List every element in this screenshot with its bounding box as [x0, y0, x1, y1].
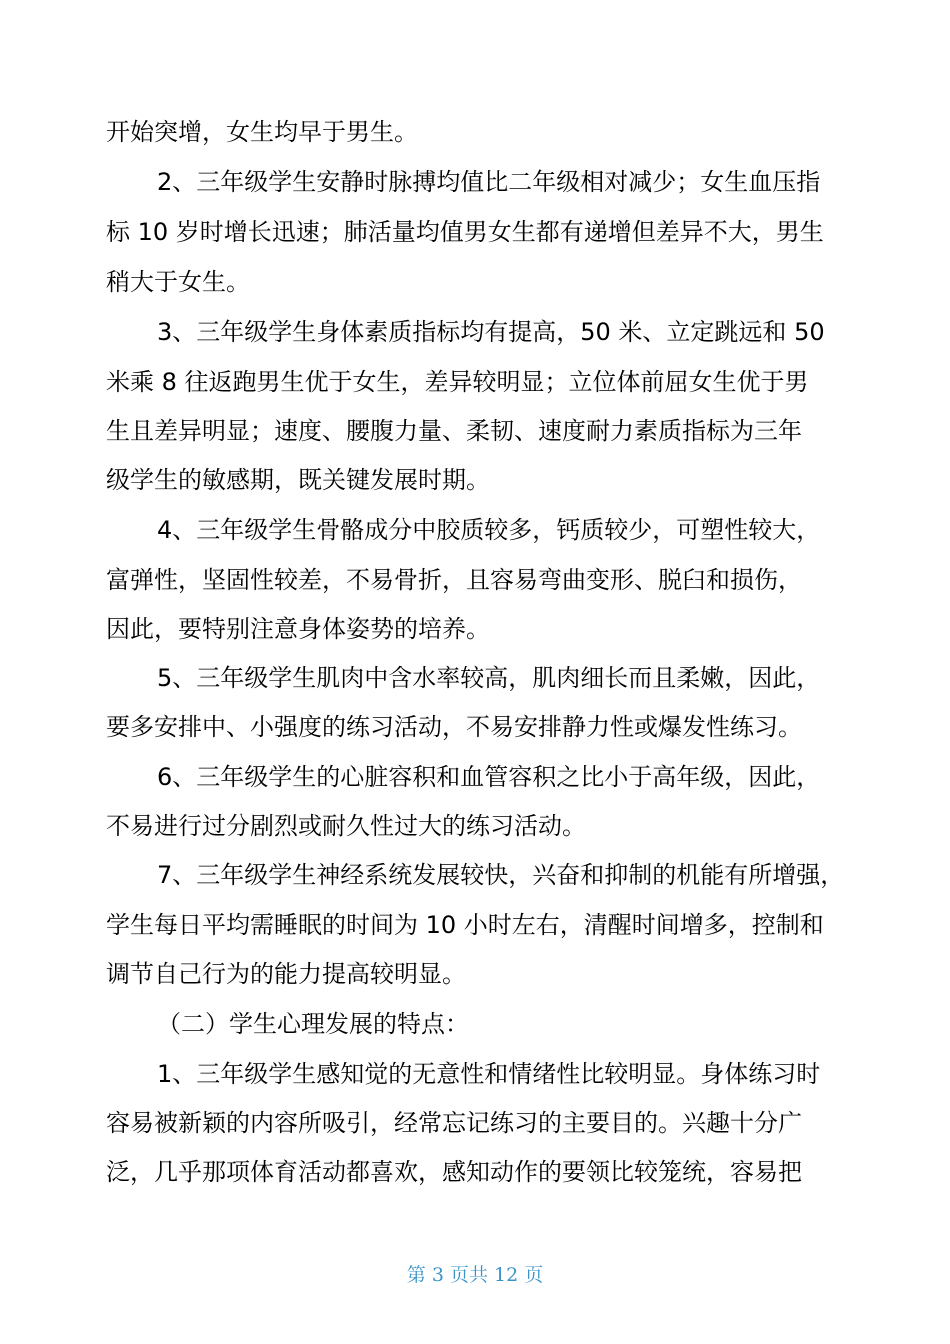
- text-line: 4、三年级学生骨骼成分中胶质较多，钙质较少，可塑性较大，: [157, 516, 821, 544]
- text-line: 要多安排中、小强度的练习活动，不易安排静力性或爆发性练习。: [106, 713, 802, 741]
- text-line: 富弹性，坚固性较差，不易骨折，且容易弯曲变形、脱臼和损伤，: [106, 566, 802, 594]
- text-line: 级学生的敏感期，既关键发展时期。: [106, 466, 490, 494]
- text-line: 2、三年级学生安静时脉搏均值比二年级相对减少；女生血压指: [157, 168, 821, 196]
- text-line: 容易被新颖的内容所吸引，经常忘记练习的主要目的。兴趣十分广: [106, 1109, 802, 1137]
- text-line: 调节自己行为的能力提高较明显。: [106, 960, 466, 988]
- text-line: 学生每日平均需睡眠的时间为 10 小时左右，清醒时间增多，控制和: [106, 911, 824, 939]
- section-heading: （二）学生心理发展的特点：: [157, 1010, 469, 1038]
- text-line: 6、三年级学生的心脏容积和血管容积之比小于高年级，因此，: [157, 763, 821, 791]
- text-line: 因此，要特别注意身体姿势的培养。: [106, 615, 490, 643]
- text-line: 标 10 岁时增长迅速；肺活量均值男女生都有递增但差异不大，男生: [106, 218, 824, 246]
- text-line: 稍大于女生。: [106, 268, 250, 296]
- text-line: 5、三年级学生肌肉中含水率较高，肌肉细长而且柔嫩，因此，: [157, 664, 821, 692]
- text-line: 生且差异明显；速度、腰腹力量、柔韧、速度耐力素质指标为三年: [106, 417, 802, 445]
- text-line: 米乘 8 往返跑男生优于女生，差异较明显；立位体前屈女生优于男: [106, 368, 809, 396]
- page-number-footer: 第 3 页共 12 页: [406, 1264, 544, 1286]
- text-line: 不易进行过分剧烈或耐久性过大的练习活动。: [106, 812, 586, 840]
- text-line: 7、三年级学生神经系统发展较快，兴奋和抑制的机能有所增强，: [157, 861, 845, 889]
- text-line: 3、三年级学生身体素质指标均有提高，50 米、立定跳远和 50: [157, 318, 825, 346]
- text-line: 泛，几乎那项体育活动都喜欢，感知动作的要领比较笼统，容易把: [106, 1158, 802, 1186]
- text-line: 开始突增，女生均早于男生。: [106, 118, 418, 146]
- text-line: 1、三年级学生感知觉的无意性和情绪性比较明显。身体练习时: [157, 1060, 821, 1088]
